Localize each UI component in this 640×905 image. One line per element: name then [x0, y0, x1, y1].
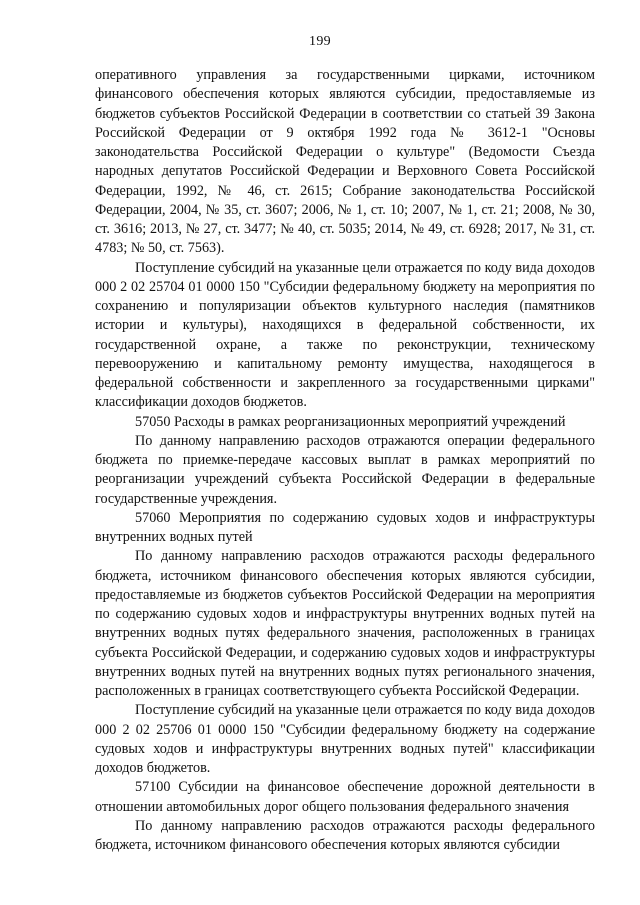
document-body: [95, 66, 595, 855]
paragraph-income-code-25706: Поступление субсидий на указанные цели отражается по коду вида доходов 000 2 02 25706 01 0000 150 "Субсидии федеральному бюджету на содержание судовых ходов и инфраструктуры внутренних водных путей" классификации доходов бюджетов.: [95, 702, 595, 776]
paragraph-57100-description: По данному направлению расходов отражаются расходы федерального бюджета, источником финансового обеспечения которых являются субсидии: [95, 817, 595, 853]
section-heading-57050: 57050 Расходы в рамках реорганизационных мероприятий учреждений: [135, 413, 566, 430]
paragraph-continuation: оперативного управления за государственными цирками, источником финансового обеспечения которых являются субсидии, предоставляемые из бюджетов субъектов Российской Федерации в соответствии со статьей 39 Закона Российской Федерации от 9 октября 1992 года № 3612-1 "Основы законодательства Российской Федерации о культуре" (Ведомости Съезда народных депутатов Российской Федерации и Верховного Совета Российской Федерации, 1992, № 46, ст. 2615; Собрание законодательства Российской Федерации, 2004, № 35, ст. 3607; 2006, № 1, ст. 10; 2007, № 1, ст. 21; 2008, № 30, ст. 3616; 2013, № 27, ст. 3477; № 40, ст. 5035; 2014, № 49, ст. 6928; 2017, № 31, ст. 4783; № 50, ст. 7563).: [95, 67, 595, 257]
page-number: 199: [309, 34, 331, 49]
paragraph-57050-description: По данному направлению расходов отражаются операции федерального бюджета по приемке-передаче кассовых выплат в рамках мероприятий по реорганизации учреждений субъекта Российской Федерации в федеральные государственные учреждения.: [95, 432, 595, 507]
section-heading-57100: 57100 Субсидии на финансовое обеспечение дорожной деятельности в отношении автомобильных дорог общего пользования федерального значения: [95, 779, 595, 815]
section-heading-57060: 57060 Мероприятия по содержанию судовых ходов и инфраструктуры внутренних водных путей: [95, 509, 595, 545]
paragraph-57060-description: По данному направлению расходов отражаются расходы федерального бюджета, источником финансового обеспечения которых являются субсидии, предоставляемые из бюджетов субъектов Российской Федерации на мероприятия по содержанию судовых ходов и инфраструктуры внутренних водных путей на внутренних водных путях федерального значения, расположенных в границах субъекта Российской Федерации, и содержанию судовых ходов и инфраструктуры внутренних водных путей на внутренних водных путях регионального значения, расположенных в границах соответствующего субъекта Российской Федерации.: [95, 548, 595, 699]
paragraph-income-code-25704: Поступление субсидий на указанные цели отражается по коду вида доходов 000 2 02 25704 01 0000 150 "Субсидии федеральному бюджету на мероприятия по сохранению и популяризации объектов культурного наследия (памятников истории и культуры), находящихся в федеральной собственности, их государственной охране, а также по реконструкции, техническому перевооружению и капитальному ремонту имущества, находящегося в федеральной собственности и закрепленного за государственными цирками" классификации доходов бюджетов.: [95, 259, 595, 411]
